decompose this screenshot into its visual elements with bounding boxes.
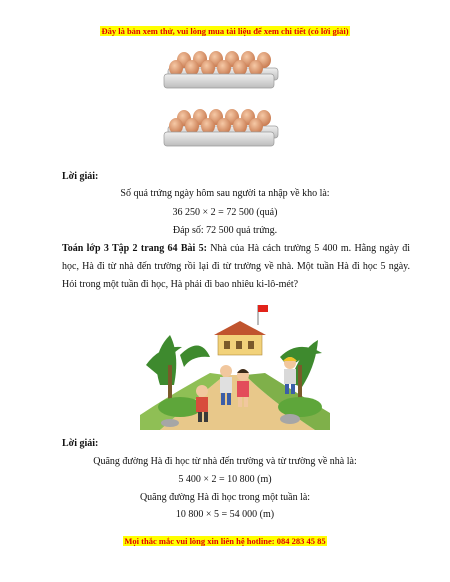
solution-heading: Lời giải:: [62, 171, 99, 182]
problem-statement: [62, 240, 410, 294]
hotline-text: Mọi thắc mắc vui lòng xin liên hệ hotline: 084 283 45 85: [124, 536, 326, 546]
problem-text: Nhà của Hà cách trường 5 400 m. Hằng ngày đi học, Hà đi từ nhà đến trường rồi lại đi từ trường về nhà. Một tuần Hà đi học 5 ngày. Hỏi trong một tuần đi học, Hà phải đi bao nhiêu ki-lô-mét?: [62, 243, 411, 290]
calculation: 10 800 × 5 = 54 000 (m): [175, 509, 275, 520]
calculation: 36 250 × 2 = 72 500 (quả): [172, 207, 278, 218]
calculation: 5 400 × 2 = 10 800 (m): [178, 474, 272, 485]
problem-title: Toán lớp 3 Tập 2 trang 64 Bài 5:: [62, 243, 207, 254]
preview-notice-banner: [0, 24, 450, 37]
egg-trays-image: [162, 46, 282, 164]
children-walking-to-school-image: [140, 295, 330, 430]
egg-trays-illustration: [162, 46, 282, 164]
preview-notice-text: Đây là bản xem thử, vui lòng mua tài liệu để xem chi tiết (có lời giải): [101, 26, 349, 36]
hotline-banner: [0, 534, 450, 547]
solution-heading: Lời giải:: [62, 438, 99, 449]
solution-text: Số quả trứng ngày hôm sau người ta nhập về kho là:: [120, 188, 330, 199]
answer: Đáp số: 72 500 quả trứng.: [172, 225, 278, 236]
school-path-illustration: [140, 295, 330, 430]
solution-text: Quãng đường Hà đi học từ nhà đến trường và từ trường về nhà là:: [93, 456, 357, 467]
solution-text: Quãng đường Hà đi học trong một tuần là:: [139, 492, 311, 503]
